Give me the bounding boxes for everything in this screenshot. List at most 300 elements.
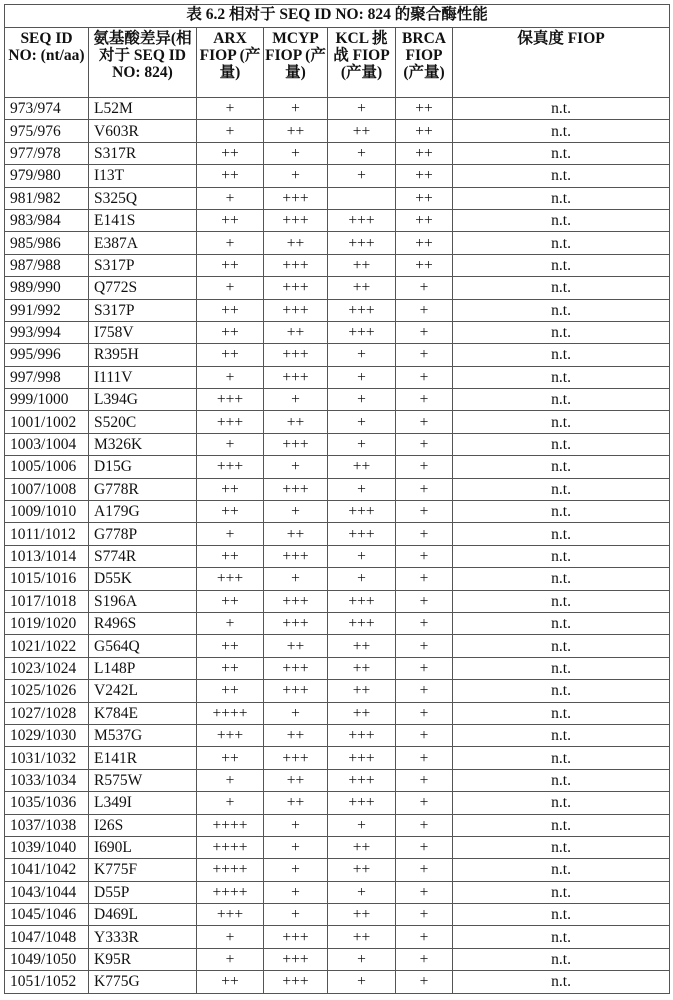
seq-id-cell: 1023/1024 — [5, 657, 89, 679]
brca-cell: + — [396, 657, 453, 679]
brca-cell: + — [396, 881, 453, 903]
fidelity-cell: n.t. — [453, 187, 670, 209]
aa-difference-cell: V603R — [89, 120, 197, 142]
mcyp-cell: +++ — [264, 926, 328, 948]
seq-id-cell: 1011/1012 — [5, 523, 89, 545]
fidelity-cell: n.t. — [453, 98, 670, 120]
mcyp-cell: +++ — [264, 254, 328, 276]
brca-cell: + — [396, 792, 453, 814]
header-aa-difference: 氨基酸差异(相对于 SEQ ID NO: 824) — [89, 28, 197, 98]
table-row — [5, 411, 670, 433]
arx-cell: + — [197, 232, 264, 254]
brca-cell: + — [396, 948, 453, 970]
table-row — [5, 433, 670, 455]
seq-id-cell: 1021/1022 — [5, 635, 89, 657]
brca-cell: + — [396, 747, 453, 769]
mcyp-cell: +++ — [264, 209, 328, 231]
mcyp-cell: ++ — [264, 523, 328, 545]
kcl-cell: + — [328, 814, 396, 836]
table-row — [5, 702, 670, 724]
mcyp-cell: + — [264, 165, 328, 187]
brca-cell: + — [396, 433, 453, 455]
fidelity-cell: n.t. — [453, 254, 670, 276]
brca-cell: + — [396, 568, 453, 590]
brca-cell: + — [396, 769, 453, 791]
brca-cell: + — [396, 299, 453, 321]
mcyp-cell: ++ — [264, 792, 328, 814]
aa-difference-cell: K775F — [89, 859, 197, 881]
kcl-cell: +++ — [328, 724, 396, 746]
arx-cell: ++ — [197, 165, 264, 187]
table-row — [5, 612, 670, 634]
seq-id-cell: 1029/1030 — [5, 724, 89, 746]
kcl-cell: + — [328, 971, 396, 993]
table-row — [5, 680, 670, 702]
arx-cell: ++ — [197, 321, 264, 343]
seq-id-cell: 1051/1052 — [5, 971, 89, 993]
aa-difference-cell: D55K — [89, 568, 197, 590]
fidelity-cell: n.t. — [453, 344, 670, 366]
kcl-cell: +++ — [328, 590, 396, 612]
table-row — [5, 142, 670, 164]
arx-cell: +++ — [197, 411, 264, 433]
mcyp-cell: ++ — [264, 232, 328, 254]
seq-id-cell: 985/986 — [5, 232, 89, 254]
table-row — [5, 277, 670, 299]
arx-cell: + — [197, 366, 264, 388]
arx-cell: ++ — [197, 680, 264, 702]
table-row — [5, 971, 670, 993]
mcyp-cell: + — [264, 814, 328, 836]
aa-difference-cell: S520C — [89, 411, 197, 433]
aa-difference-cell: V242L — [89, 680, 197, 702]
arx-cell: ++++ — [197, 881, 264, 903]
brca-cell: ++ — [396, 165, 453, 187]
mcyp-cell: ++ — [264, 724, 328, 746]
aa-difference-cell: S325Q — [89, 187, 197, 209]
arx-cell: ++ — [197, 635, 264, 657]
kcl-cell: + — [328, 568, 396, 590]
kcl-cell: ++ — [328, 635, 396, 657]
brca-cell: + — [396, 277, 453, 299]
seq-id-cell: 1037/1038 — [5, 814, 89, 836]
fidelity-cell: n.t. — [453, 120, 670, 142]
arx-cell: + — [197, 792, 264, 814]
seq-id-cell: 995/996 — [5, 344, 89, 366]
aa-difference-cell: M537G — [89, 724, 197, 746]
fidelity-cell: n.t. — [453, 926, 670, 948]
mcyp-cell: + — [264, 501, 328, 523]
brca-cell: + — [396, 389, 453, 411]
table-row — [5, 747, 670, 769]
table-row — [5, 724, 670, 746]
table-row — [5, 814, 670, 836]
fidelity-cell: n.t. — [453, 635, 670, 657]
seq-id-cell: 1043/1044 — [5, 881, 89, 903]
brca-cell: + — [396, 680, 453, 702]
table-row — [5, 366, 670, 388]
arx-cell: +++ — [197, 456, 264, 478]
arx-cell: ++ — [197, 590, 264, 612]
kcl-cell: +++ — [328, 501, 396, 523]
brca-cell: ++ — [396, 142, 453, 164]
seq-id-cell: 1035/1036 — [5, 792, 89, 814]
table-row — [5, 859, 670, 881]
kcl-cell: + — [328, 98, 396, 120]
brca-cell: + — [396, 814, 453, 836]
fidelity-cell: n.t. — [453, 747, 670, 769]
seq-id-cell: 1015/1016 — [5, 568, 89, 590]
aa-difference-cell: K95R — [89, 948, 197, 970]
aa-difference-cell: D469L — [89, 904, 197, 926]
mcyp-cell: + — [264, 859, 328, 881]
table-title: 表 6.2 相对于 SEQ ID NO: 824 的聚合酶性能 — [5, 5, 670, 28]
header-fidelity-fiop: 保真度 FIOP — [453, 28, 670, 98]
fidelity-cell: n.t. — [453, 904, 670, 926]
fidelity-cell: n.t. — [453, 389, 670, 411]
seq-id-cell: 1019/1020 — [5, 612, 89, 634]
kcl-cell: + — [328, 433, 396, 455]
fidelity-cell: n.t. — [453, 456, 670, 478]
brca-cell: ++ — [396, 98, 453, 120]
table-row — [5, 635, 670, 657]
seq-id-cell: 1003/1004 — [5, 433, 89, 455]
arx-cell: + — [197, 187, 264, 209]
arx-cell: +++ — [197, 724, 264, 746]
table-row — [5, 881, 670, 903]
mcyp-cell: +++ — [264, 971, 328, 993]
kcl-cell: +++ — [328, 232, 396, 254]
kcl-cell: ++ — [328, 859, 396, 881]
header-mcyp-fiop: MCYP FIOP (产量) — [264, 28, 328, 98]
brca-cell: + — [396, 926, 453, 948]
brca-cell: + — [396, 456, 453, 478]
brca-cell: + — [396, 724, 453, 746]
arx-cell: + — [197, 277, 264, 299]
table-row — [5, 165, 670, 187]
brca-cell: + — [396, 859, 453, 881]
arx-cell: ++++ — [197, 836, 264, 858]
aa-difference-cell: S196A — [89, 590, 197, 612]
table-row — [5, 545, 670, 567]
brca-cell: + — [396, 344, 453, 366]
fidelity-cell: n.t. — [453, 501, 670, 523]
brca-cell: + — [396, 523, 453, 545]
fidelity-cell: n.t. — [453, 299, 670, 321]
arx-cell: ++ — [197, 657, 264, 679]
seq-id-cell: 1007/1008 — [5, 478, 89, 500]
aa-difference-cell: K784E — [89, 702, 197, 724]
kcl-cell: + — [328, 411, 396, 433]
mcyp-cell: + — [264, 904, 328, 926]
table-row — [5, 321, 670, 343]
aa-difference-cell: G778R — [89, 478, 197, 500]
brca-cell: + — [396, 904, 453, 926]
kcl-cell: ++ — [328, 254, 396, 276]
fidelity-cell: n.t. — [453, 702, 670, 724]
kcl-cell — [328, 187, 396, 209]
seq-id-cell: 1041/1042 — [5, 859, 89, 881]
aa-difference-cell: I111V — [89, 366, 197, 388]
arx-cell: ++++ — [197, 702, 264, 724]
kcl-cell: +++ — [328, 612, 396, 634]
header-seq-id: SEQ ID NO: (nt/aa) — [5, 28, 89, 98]
table-row — [5, 590, 670, 612]
fidelity-cell: n.t. — [453, 792, 670, 814]
seq-id-cell: 1049/1050 — [5, 948, 89, 970]
mcyp-cell: +++ — [264, 657, 328, 679]
fidelity-cell: n.t. — [453, 321, 670, 343]
seq-id-cell: 997/998 — [5, 366, 89, 388]
kcl-cell: + — [328, 478, 396, 500]
kcl-cell: +++ — [328, 299, 396, 321]
aa-difference-cell: L394G — [89, 389, 197, 411]
kcl-cell: + — [328, 344, 396, 366]
aa-difference-cell: S317R — [89, 142, 197, 164]
aa-difference-cell: M326K — [89, 433, 197, 455]
mcyp-cell: ++ — [264, 769, 328, 791]
mcyp-cell: ++ — [264, 635, 328, 657]
seq-id-cell: 977/978 — [5, 142, 89, 164]
seq-id-cell: 1031/1032 — [5, 747, 89, 769]
fidelity-cell: n.t. — [453, 277, 670, 299]
mcyp-cell: ++ — [264, 321, 328, 343]
mcyp-cell: +++ — [264, 590, 328, 612]
seq-id-cell: 989/990 — [5, 277, 89, 299]
mcyp-cell: +++ — [264, 366, 328, 388]
fidelity-cell: n.t. — [453, 724, 670, 746]
mcyp-cell: + — [264, 456, 328, 478]
table-row — [5, 792, 670, 814]
mcyp-cell: +++ — [264, 478, 328, 500]
arx-cell: + — [197, 926, 264, 948]
arx-cell: + — [197, 948, 264, 970]
table-row — [5, 501, 670, 523]
aa-difference-cell: I13T — [89, 165, 197, 187]
brca-cell: + — [396, 590, 453, 612]
fidelity-cell: n.t. — [453, 366, 670, 388]
aa-difference-cell: E387A — [89, 232, 197, 254]
kcl-cell: +++ — [328, 321, 396, 343]
fidelity-cell: n.t. — [453, 411, 670, 433]
table-row — [5, 389, 670, 411]
table-row — [5, 904, 670, 926]
mcyp-cell: +++ — [264, 433, 328, 455]
fidelity-cell: n.t. — [453, 612, 670, 634]
seq-id-cell: 973/974 — [5, 98, 89, 120]
mcyp-cell: + — [264, 98, 328, 120]
mcyp-cell: + — [264, 881, 328, 903]
mcyp-cell: +++ — [264, 277, 328, 299]
kcl-cell: ++ — [328, 926, 396, 948]
table-body — [5, 98, 670, 994]
brca-cell: + — [396, 478, 453, 500]
table-row — [5, 657, 670, 679]
arx-cell: + — [197, 433, 264, 455]
kcl-cell: + — [328, 142, 396, 164]
table-row — [5, 568, 670, 590]
kcl-cell: ++ — [328, 456, 396, 478]
aa-difference-cell: Y333R — [89, 926, 197, 948]
aa-difference-cell: I26S — [89, 814, 197, 836]
brca-cell: + — [396, 411, 453, 433]
kcl-cell: ++ — [328, 836, 396, 858]
table-row — [5, 187, 670, 209]
mcyp-cell: + — [264, 142, 328, 164]
brca-cell: ++ — [396, 120, 453, 142]
brca-cell: ++ — [396, 254, 453, 276]
aa-difference-cell: S774R — [89, 545, 197, 567]
fidelity-cell: n.t. — [453, 478, 670, 500]
kcl-cell: +++ — [328, 769, 396, 791]
aa-difference-cell: R395H — [89, 344, 197, 366]
arx-cell: + — [197, 523, 264, 545]
arx-cell: + — [197, 769, 264, 791]
mcyp-cell: ++ — [264, 411, 328, 433]
aa-difference-cell: L52M — [89, 98, 197, 120]
kcl-cell: ++ — [328, 657, 396, 679]
fidelity-cell: n.t. — [453, 590, 670, 612]
seq-id-cell: 991/992 — [5, 299, 89, 321]
aa-difference-cell: E141R — [89, 747, 197, 769]
arx-cell: ++ — [197, 142, 264, 164]
aa-difference-cell: S317P — [89, 254, 197, 276]
aa-difference-cell: E141S — [89, 209, 197, 231]
brca-cell: + — [396, 321, 453, 343]
arx-cell: ++++ — [197, 859, 264, 881]
arx-cell: + — [197, 612, 264, 634]
seq-id-cell: 1045/1046 — [5, 904, 89, 926]
mcyp-cell: + — [264, 389, 328, 411]
table-row — [5, 769, 670, 791]
aa-difference-cell: R496S — [89, 612, 197, 634]
kcl-cell: ++ — [328, 680, 396, 702]
fidelity-cell: n.t. — [453, 948, 670, 970]
brca-cell: + — [396, 836, 453, 858]
fidelity-cell: n.t. — [453, 568, 670, 590]
arx-cell: ++ — [197, 344, 264, 366]
kcl-cell: +++ — [328, 792, 396, 814]
seq-id-cell: 1033/1034 — [5, 769, 89, 791]
mcyp-cell: ++ — [264, 120, 328, 142]
seq-id-cell: 1009/1010 — [5, 501, 89, 523]
table-row — [5, 299, 670, 321]
table-row — [5, 478, 670, 500]
aa-difference-cell: D15G — [89, 456, 197, 478]
mcyp-cell: +++ — [264, 299, 328, 321]
seq-id-cell: 979/980 — [5, 165, 89, 187]
fidelity-cell: n.t. — [453, 859, 670, 881]
mcyp-cell: + — [264, 702, 328, 724]
table-row — [5, 232, 670, 254]
table-row — [5, 926, 670, 948]
kcl-cell: +++ — [328, 523, 396, 545]
mcyp-cell: +++ — [264, 187, 328, 209]
aa-difference-cell: L148P — [89, 657, 197, 679]
seq-id-cell: 983/984 — [5, 209, 89, 231]
mcyp-cell: +++ — [264, 612, 328, 634]
kcl-cell: + — [328, 165, 396, 187]
aa-difference-cell: A179G — [89, 501, 197, 523]
mcyp-cell: +++ — [264, 680, 328, 702]
table-row — [5, 120, 670, 142]
seq-id-cell: 999/1000 — [5, 389, 89, 411]
kcl-cell: + — [328, 948, 396, 970]
seq-id-cell: 975/976 — [5, 120, 89, 142]
brca-cell: + — [396, 702, 453, 724]
kcl-cell: ++ — [328, 702, 396, 724]
kcl-cell: + — [328, 389, 396, 411]
aa-difference-cell: I758V — [89, 321, 197, 343]
fidelity-cell: n.t. — [453, 836, 670, 858]
fidelity-cell: n.t. — [453, 881, 670, 903]
table-row — [5, 254, 670, 276]
aa-difference-cell: G564Q — [89, 635, 197, 657]
aa-difference-cell: L349I — [89, 792, 197, 814]
header-arx-fiop: ARX FIOP (产量) — [197, 28, 264, 98]
fidelity-cell: n.t. — [453, 523, 670, 545]
fidelity-cell: n.t. — [453, 657, 670, 679]
arx-cell: ++ — [197, 971, 264, 993]
arx-cell: + — [197, 120, 264, 142]
arx-cell: ++ — [197, 209, 264, 231]
seq-id-cell: 1047/1048 — [5, 926, 89, 948]
arx-cell: + — [197, 98, 264, 120]
seq-id-cell: 1013/1014 — [5, 545, 89, 567]
table-row — [5, 98, 670, 120]
seq-id-cell: 1001/1002 — [5, 411, 89, 433]
header-kcl-fiop: KCL 挑战 FIOP (产量) — [328, 28, 396, 98]
arx-cell: +++ — [197, 904, 264, 926]
aa-difference-cell: Q772S — [89, 277, 197, 299]
arx-cell: ++ — [197, 501, 264, 523]
fidelity-cell: n.t. — [453, 545, 670, 567]
kcl-cell: ++ — [328, 904, 396, 926]
arx-cell: ++ — [197, 299, 264, 321]
arx-cell: ++ — [197, 478, 264, 500]
aa-difference-cell: R575W — [89, 769, 197, 791]
table-row — [5, 523, 670, 545]
aa-difference-cell: K775G — [89, 971, 197, 993]
arx-cell: ++ — [197, 747, 264, 769]
fidelity-cell: n.t. — [453, 142, 670, 164]
kcl-cell: + — [328, 366, 396, 388]
seq-id-cell: 1027/1028 — [5, 702, 89, 724]
table-row — [5, 209, 670, 231]
fidelity-cell: n.t. — [453, 209, 670, 231]
arx-cell: ++++ — [197, 814, 264, 836]
mcyp-cell: +++ — [264, 747, 328, 769]
aa-difference-cell: D55P — [89, 881, 197, 903]
header-brca-fiop: BRCA FIOP (产量) — [396, 28, 453, 98]
kcl-cell: + — [328, 545, 396, 567]
kcl-cell: +++ — [328, 209, 396, 231]
brca-cell: + — [396, 971, 453, 993]
kcl-cell: ++ — [328, 120, 396, 142]
seq-id-cell: 1039/1040 — [5, 836, 89, 858]
seq-id-cell: 1017/1018 — [5, 590, 89, 612]
brca-cell: ++ — [396, 187, 453, 209]
brca-cell: + — [396, 501, 453, 523]
fidelity-cell: n.t. — [453, 814, 670, 836]
table-row — [5, 836, 670, 858]
arx-cell: ++ — [197, 254, 264, 276]
seq-id-cell: 987/988 — [5, 254, 89, 276]
kcl-cell: +++ — [328, 747, 396, 769]
brca-cell: + — [396, 612, 453, 634]
brca-cell: + — [396, 366, 453, 388]
mcyp-cell: +++ — [264, 948, 328, 970]
